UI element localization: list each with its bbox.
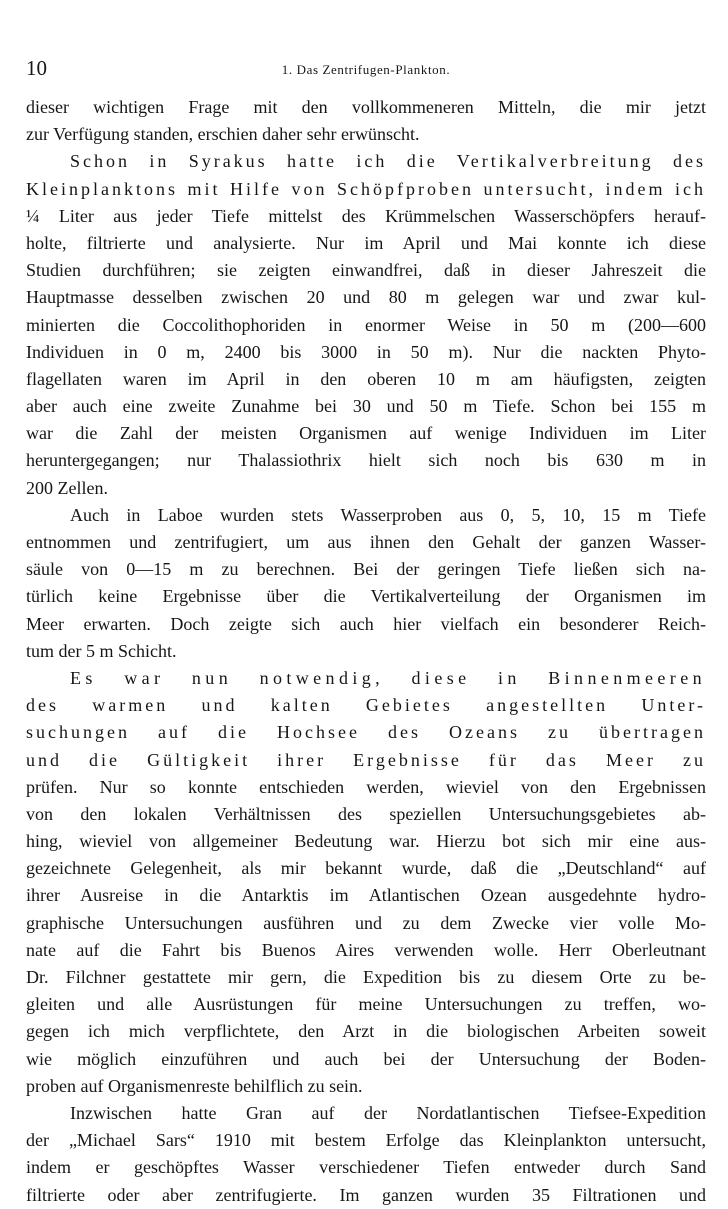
text-line: entnommen und zentrifugiert, um aus ihnen den Gehalt der ganzen Wasser- bbox=[26, 532, 706, 552]
text-line: suchungen auf die Hochsee des Ozeans zu übertragen bbox=[26, 722, 706, 743]
text-line: proben auf Organismenreste behilflich zu sein. bbox=[26, 1075, 363, 1096]
text-line: türlich keine Ergebnisse über die Vertikalverteilung der Organismen im bbox=[26, 586, 706, 607]
text-line: war die Zahl der meisten Organismen auf wenige Individuen im Liter bbox=[26, 423, 706, 444]
text-line: graphische Untersuchungen ausführen und zu dem Zwecke vier volle Mo- bbox=[26, 912, 706, 933]
text-line: heruntergegangen; nur Thalassiothrix hielt sich noch bis 630 m in bbox=[26, 450, 706, 471]
text-line: Dr. Filchner gestattete mir gern, die Expedition bis zu diesem Orte zu be- bbox=[26, 967, 706, 987]
text-line: zur Verfügung standen, erschien daher sehr erwünscht. bbox=[26, 124, 420, 145]
text-line: Auch in Laboe wurden stets Wasserproben aus 0, 5, 10, 15 m Tiefe bbox=[70, 504, 706, 525]
text-line: minierten die Coccolithophoriden in enormer Weise in 50 m (200—600 bbox=[26, 314, 706, 335]
text-line: von den lokalen Verhältnissen des speziellen Untersuchungsgebietes ab- bbox=[26, 803, 706, 824]
text-line: ¼ Liter aus jeder Tiefe mittelst des Krümmelschen Wasserschöpfers herauf- bbox=[26, 205, 706, 226]
text-line: flagellaten waren im April in den oberen 10 m am häufigsten, zeigten bbox=[26, 368, 706, 389]
text-line: säule von 0—15 m zu berechnen. Bei der geringen Tiefe ließen sich na- bbox=[26, 559, 706, 580]
body-text bbox=[26, 94, 706, 1209]
text-line: tum der 5 m Schicht. bbox=[26, 640, 177, 661]
text-line: Studien durchführen; sie zeigten einwandfrei, daß in dieser Jahreszeit die bbox=[26, 260, 706, 281]
text-line: nate auf die Fahrt bis Buenos Aires verwenden wolle. Herr Oberleutnant bbox=[26, 939, 706, 960]
text-line: aber auch eine zweite Zunahme bei 30 und 50 m Tiefe. Schon bei 155 m bbox=[26, 396, 706, 417]
text-line: filtrierte oder aber zentrifugierte. Im ganzen wurden 35 Filtrationen und bbox=[26, 1184, 706, 1205]
page-number: 10 bbox=[26, 56, 47, 80]
running-head bbox=[26, 54, 706, 94]
text-line: und die Gültigkeit ihrer Ergebnisse für das Meer zu bbox=[26, 749, 706, 770]
text-line: wie möglich einzuführen und auch bei der Untersuchung der Boden- bbox=[26, 1048, 706, 1069]
text-line: 200 Zellen. bbox=[26, 477, 108, 498]
text-line: prüfen. Nur so konnte entschieden werden, wieviel von den Ergebnissen bbox=[26, 776, 706, 797]
text-line: Hauptmasse desselben zwischen 20 und 80 m gelegen war und zwar kul- bbox=[26, 287, 706, 308]
text-line: gezeichnete Gelegenheit, als mir bekannt wurde, daß die „Deutschland“ auf bbox=[26, 858, 706, 879]
text-line: gleiten und alle Ausrüstungen für meine Untersuchungen zu treffen, wo- bbox=[26, 994, 706, 1015]
text-line: Kleinplanktons mit Hilfe von Schöpfproben untersucht, indem ich bbox=[26, 178, 706, 199]
text-line: indem er geschöpftes Wasser verschiedener Tiefen entweder durch Sand bbox=[26, 1157, 706, 1178]
text-line: holte, filtrierte und analysierte. Nur im April und Mai konnte ich diese bbox=[26, 232, 706, 253]
text-line: Individuen in 0 m, 2400 bis 3000 in 50 m). Nur die nackten Phyto- bbox=[26, 341, 706, 362]
text-line: dieser wichtigen Frage mit den vollkommeneren Mitteln, die mir jetzt bbox=[26, 97, 706, 117]
text-line: der „Michael Sars“ 1910 mit bestem Erfolge das Kleinplankton untersucht, bbox=[26, 1130, 706, 1151]
running-title: 1. Das Zentrifugen-Plankton. bbox=[281, 62, 451, 77]
text-line: Schon in Syrakus hatte ich die Vertikalverbreitung des bbox=[70, 151, 706, 172]
text-line: hing, wieviel von allgemeiner Bedeutung war. Hierzu bot sich mir eine aus- bbox=[26, 831, 706, 852]
text-line: Es war nun notwendig, diese in Binnenmeeren bbox=[70, 667, 706, 688]
text-line: des warmen und kalten Gebietes angestellten Unter- bbox=[26, 695, 706, 716]
text-line: Meer erwarten. Doch zeigte sich auch hier vielfach ein besonderer Reich- bbox=[26, 613, 706, 634]
text-line: gegen ich mich verpflichtete, den Arzt in die biologischen Arbeiten soweit bbox=[26, 1021, 706, 1042]
text-line: Inzwischen hatte Gran auf der Nordatlantischen Tiefsee-Expedition bbox=[70, 1102, 706, 1123]
text-line: ihrer Ausreise in die Antarktis im Atlantischen Ozean ausgedehnte hydro- bbox=[26, 885, 706, 906]
